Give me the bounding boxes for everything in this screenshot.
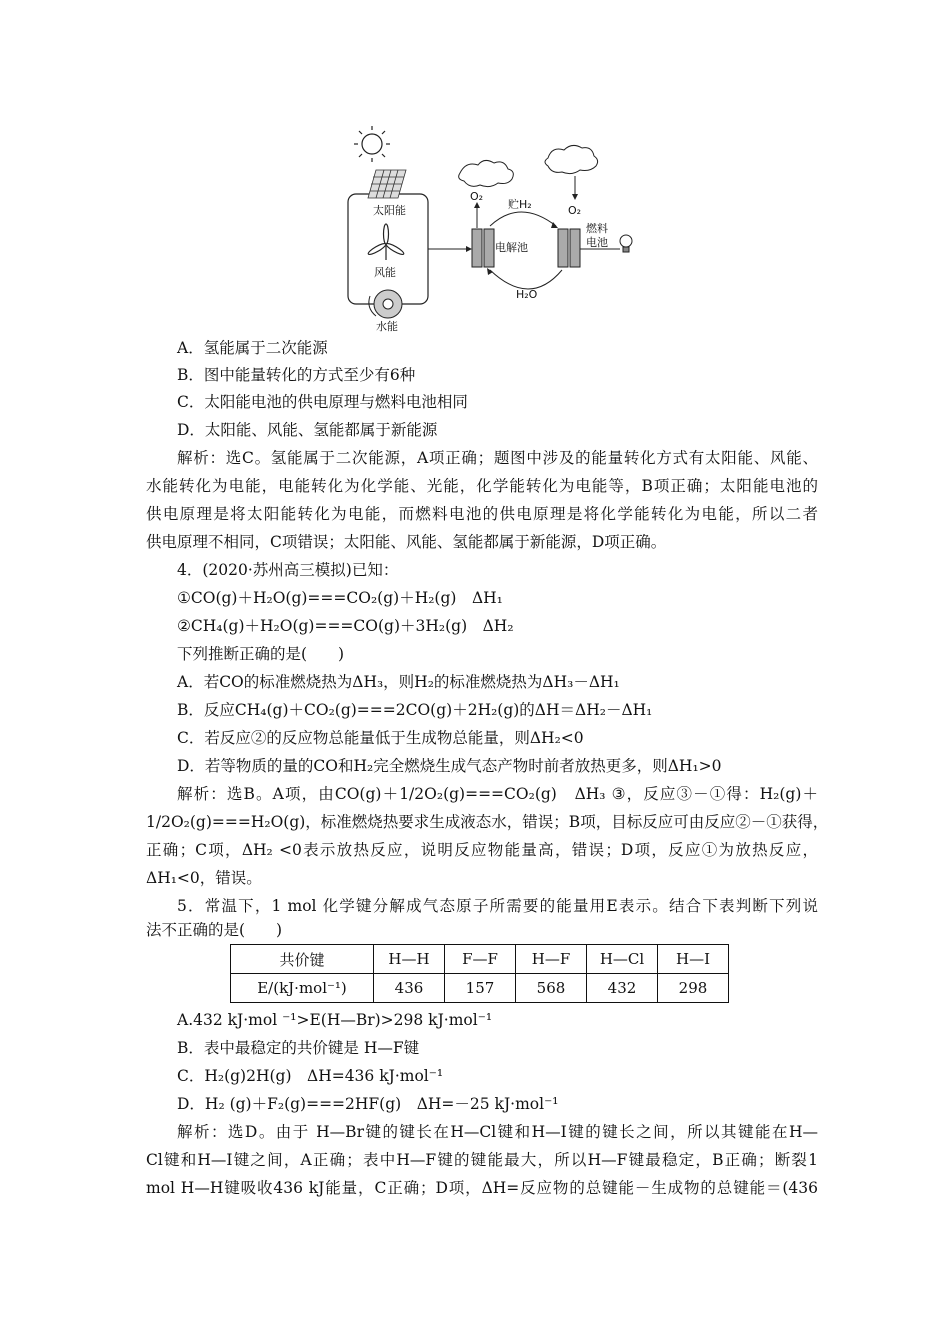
q3-analysis-line-2: 水能转化为电能，电能转化为化学能、光能，化学能转化为电能等，B项正确；太阳能电池的 xyxy=(146,477,818,495)
light-bulb-icon xyxy=(620,235,632,252)
q5-analysis-line-2: Cl键和H—I键之间，A正确；表中H—F键的键能最大，所以H—F键最稳定，B正确；断裂1 xyxy=(146,1151,818,1169)
q3-analysis-line-4: 供电原理不相同，C项错误；太阳能、风能、氢能都属于新能源，D项正确。 xyxy=(146,533,667,551)
table-cell: E/(kJ·mol⁻¹) xyxy=(231,974,374,1003)
power-arrowhead xyxy=(466,246,472,252)
q4-option-c: C．若反应②的反应物总能量低于生成物总能量，则ΔH₂<0 xyxy=(177,729,584,747)
table-header-cell: 共价键 xyxy=(231,945,374,974)
q5-option-d: D．H₂ (g)＋F₂(g)===2HF(g) ΔH=－25 kJ·mol⁻¹ xyxy=(177,1095,559,1113)
q4-option-b: B．反应CH₄(g)＋CO₂(g)===2CO(g)＋2H₂(g)的ΔH＝ΔH₂－ΔH₁ xyxy=(177,701,653,719)
q4-question: 下列推断正确的是( ) xyxy=(177,645,345,663)
label-o2-right: O₂ xyxy=(568,204,582,217)
label-hydro: 水能 xyxy=(376,320,398,333)
table-cell: 157 xyxy=(445,974,516,1003)
table-row xyxy=(231,974,729,1003)
table-header-cell: F—F xyxy=(445,945,516,974)
q4-analysis-line-4: ΔH₁<0，错误。 xyxy=(146,869,262,887)
table-header-cell: H—H xyxy=(374,945,445,974)
label-wind: 风能 xyxy=(374,266,396,279)
cloud-left xyxy=(459,160,514,186)
water-arrowhead xyxy=(487,268,493,275)
q5-stem-line-1: 5．常温下，1 mol 化学键分解成气态原子所需要的能量用E表示。结合下表判断下列说 xyxy=(177,897,818,915)
table-header-row xyxy=(231,945,729,974)
q5-stem-line-2: 法不正确的是( ) xyxy=(146,921,283,939)
q3-option-a: A．氢能属于二次能源 xyxy=(177,339,328,357)
q5-option-a: A.432 kJ·mol ⁻¹>E(H—Br)>298 kJ·mol⁻¹ xyxy=(177,1011,493,1029)
q3-option-c: C．太阳能电池的供电原理与燃料电池相同 xyxy=(177,393,468,411)
q5-option-c: C．H₂(g)2H(g) ΔH=436 kJ·mol⁻¹ xyxy=(177,1067,444,1085)
table-header-cell: H—F xyxy=(516,945,587,974)
table-header-cell: H—I xyxy=(658,945,729,974)
table-cell: 298 xyxy=(658,974,729,1003)
wind-turbine-icon xyxy=(367,224,405,260)
q4-eq1: ①CO(g)＋H₂O(g)===CO₂(g)＋H₂(g) ΔH₁ xyxy=(177,589,503,607)
q4-eq2: ②CH₄(g)＋H₂O(g)===CO(g)＋3H₂(g) ΔH₂ xyxy=(177,617,514,635)
q5-option-b: B．表中最稳定的共价键是 H—F键 xyxy=(177,1039,420,1057)
table-cell: 568 xyxy=(516,974,587,1003)
sun-icon xyxy=(354,126,390,162)
q4-stem: 4．(2020·苏州高三模拟)已知： xyxy=(177,561,399,579)
water-return-arc xyxy=(490,270,562,289)
electrolysis-cell xyxy=(472,229,494,267)
label-water: H₂O xyxy=(516,288,538,301)
label-fuel-cell-2: 电池 xyxy=(586,236,608,249)
label-o2-left: O₂ xyxy=(470,190,484,203)
q4-option-d: D．若等物质的量的CO和H₂完全燃烧生成气态产物时前者放热更多，则ΔH₁>0 xyxy=(177,757,722,775)
o2-right-arrowhead xyxy=(572,194,578,200)
q3-analysis-line-1: 解析：选C。氢能属于二次能源，A项正确；题图中涉及的能量转化方式有太阳能、风能、 xyxy=(177,449,818,467)
label-solar: 太阳能 xyxy=(373,204,406,217)
energy-conversion-figure xyxy=(340,118,640,340)
q4-analysis-line-3: 正确；C项，ΔH₂ <0表示放热反应，说明反应物能量高，错误；D项，反应①为放热反应， xyxy=(146,841,818,859)
label-electrolysis: 电解池 xyxy=(495,241,528,254)
cloud-right xyxy=(545,145,598,173)
q3-option-b: B．图中能量转化的方式至少有6种 xyxy=(177,366,416,384)
q5-analysis-line-3: mol H—H键吸收436 kJ能量，C正确；D项，ΔH=反应物的总键能－生成物的总键能＝(436 xyxy=(146,1179,818,1197)
q4-analysis-line-2: 1/2O₂(g)===H₂O(g)，标准燃烧热要求生成液态水，错误；B项，目标反应可由反应②－①获得， xyxy=(146,813,829,831)
q5-analysis-line-1: 解析：选D。由于 H—Br键的键长在H—Cl键和H—I键的键长之间，所以其键能在H— xyxy=(177,1123,818,1141)
bond-energy-table xyxy=(230,944,729,1003)
q3-analysis-line-3: 供电原理是将太阳能转化为电能，而燃料电池的供电原理是将化学能转化为电能，所以二者 xyxy=(146,505,818,523)
q3-option-d: D．太阳能、风能、氢能都属于新能源 xyxy=(177,421,438,439)
label-fuel-cell-1: 燃料 xyxy=(586,222,608,235)
fuel-cell xyxy=(558,229,580,267)
water-wheel-icon xyxy=(369,290,402,318)
label-store-h2: 贮H₂ xyxy=(508,198,532,211)
h2-storage-arc xyxy=(490,212,556,226)
table-header-cell: H—Cl xyxy=(587,945,658,974)
q4-analysis-line-1: 解析：选B。A项，由CO(g)＋1/2O₂(g)===CO₂(g) ΔH₃ ③，反应③－①得：H₂(g)＋ xyxy=(177,785,818,803)
table-cell: 432 xyxy=(587,974,658,1003)
table-cell: 436 xyxy=(374,974,445,1003)
q4-option-a: A．若CO的标准燃烧热为ΔH₃，则H₂的标准燃烧热为ΔH₃－ΔH₁ xyxy=(177,673,620,691)
